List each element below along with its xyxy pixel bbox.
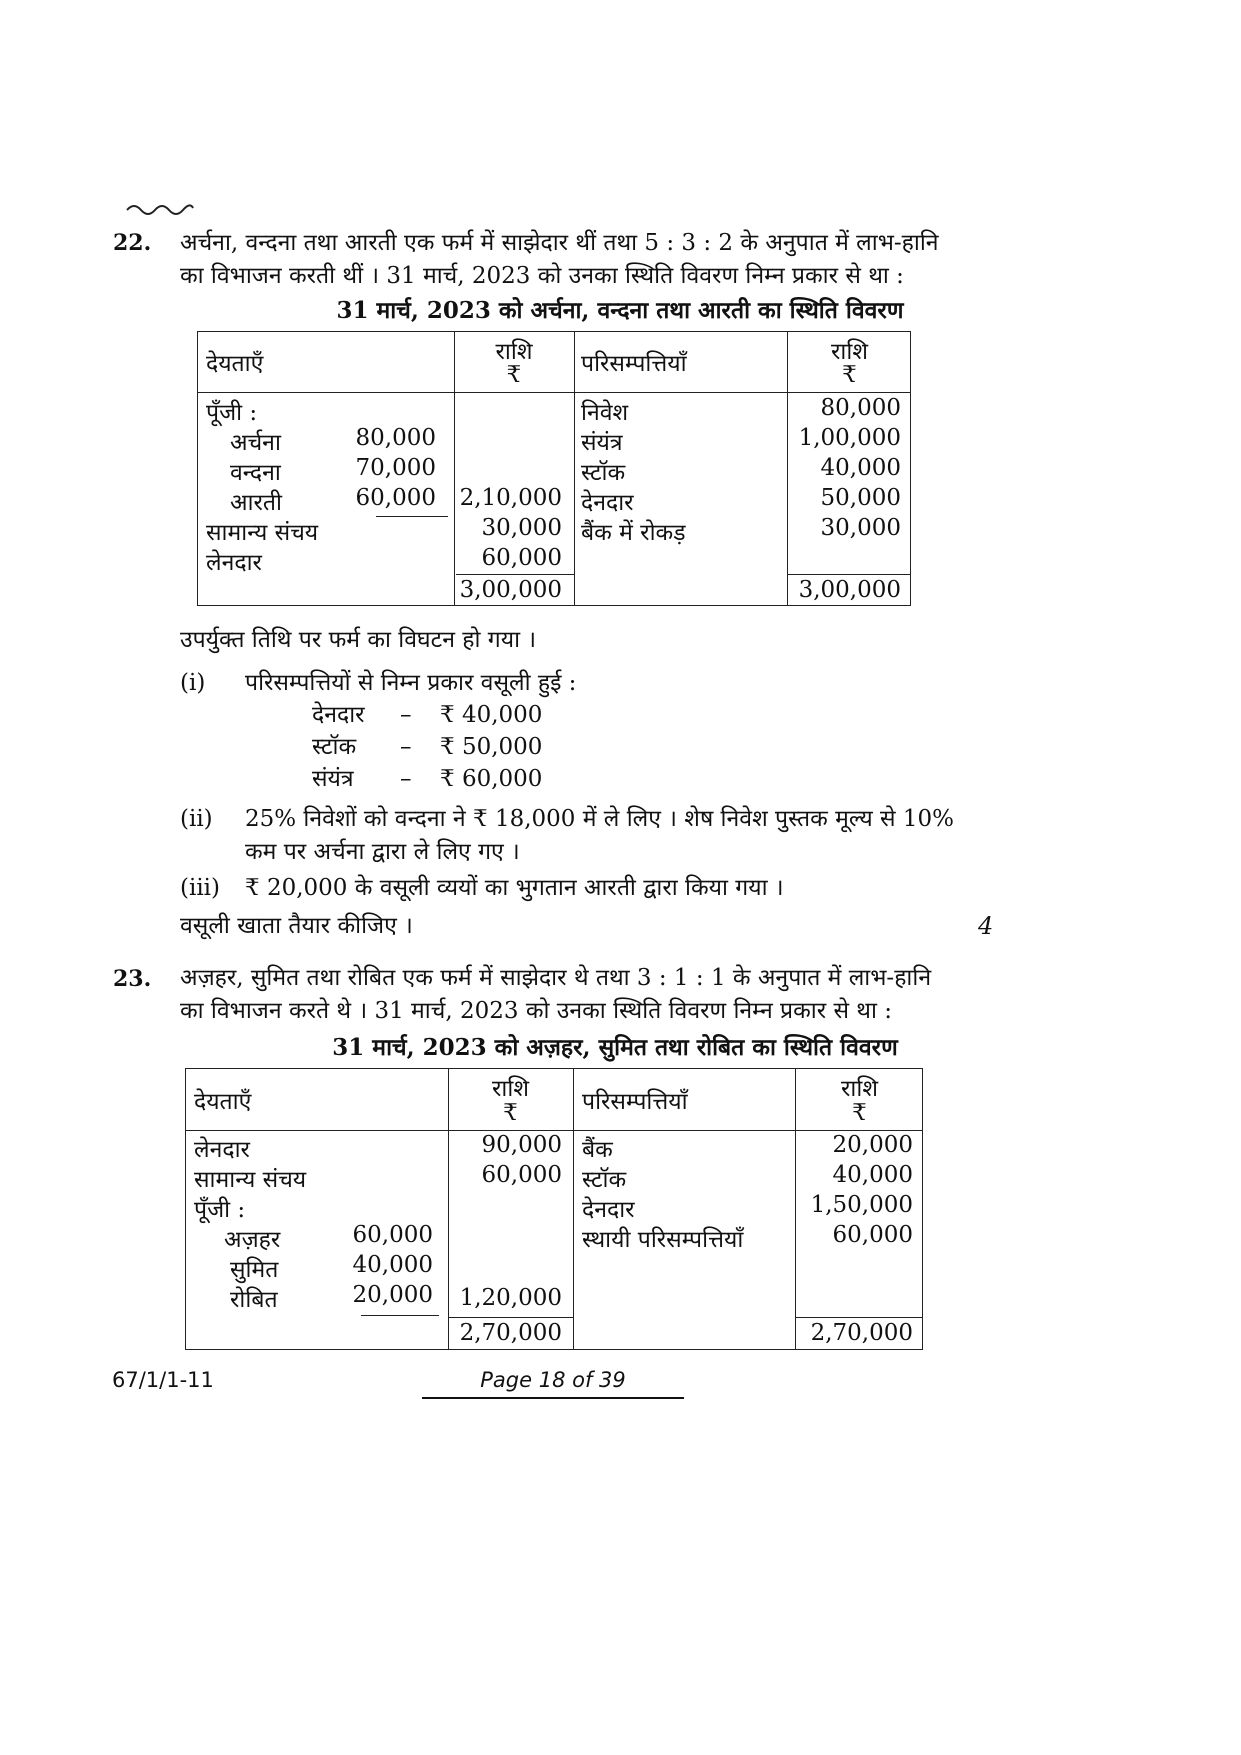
header-amount-liabilities: राशि [492,1076,529,1102]
general-reserve-amount: 60,000 [481,1162,562,1188]
general-reserve-label: सामान्य संचय [206,520,319,546]
partner-capital: 60,000 [355,485,436,511]
asset-amount: 40,000 [832,1162,913,1188]
header-currency-assets: ₹ [842,362,857,388]
realisation-dash: – [400,702,412,728]
partner-capital: 40,000 [352,1252,433,1278]
asset-name: संयंत्र [581,430,623,456]
partner-name: रोबित [230,1287,278,1313]
assets-total: 3,00,000 [798,577,901,603]
assets-total: 2,70,000 [810,1320,913,1346]
question-22-intro-line1: अर्चना, वन्दना तथा आरती एक फर्म में साझेदार थीं तथा 5 : 3 : 2 के अनुपात में लाभ-हानि [180,230,939,256]
asset-amount: 1,00,000 [798,425,901,451]
asset-amount: 1,50,000 [810,1192,913,1218]
item-ii-line1: 25% निवेशों को वन्दना ने ₹ 18,000 में ले लिए । शेष निवेश पुस्तक मूल्य से 10% [245,806,955,832]
question-22-table-title: 31 मार्च, 2023 को अर्चना, वन्दना तथा आरती का स्थिति विवरण [336,297,904,324]
footer-underline [422,1397,684,1399]
realisation-dash: – [400,734,412,760]
question-22-intro-line2: का विभाजन करती थीं । 31 मार्च, 2023 को उनका स्थिति विवरण निम्न प्रकार से था : [180,263,904,289]
capital-label: पूँजी : [194,1197,246,1223]
creditors-amount: 90,000 [481,1132,562,1158]
realisation-amount: ₹ 40,000 [440,702,543,728]
realisation-name: संयंत्र [312,766,354,792]
asset-amount: 40,000 [820,455,901,481]
creditors-label: लेनदार [194,1137,250,1163]
asset-name: देनदार [581,490,634,516]
instruction-text: वसूली खाता तैयार कीजिए । [180,913,413,939]
general-reserve-label: सामान्य संचय [194,1167,307,1193]
partner-name: वन्दना [230,460,281,486]
partner-capital: 70,000 [355,455,436,481]
header-currency-liabilities: ₹ [506,362,522,388]
header-currency-liabilities: ₹ [503,1100,518,1126]
asset-amount: 80,000 [820,395,901,421]
asset-amount: 50,000 [820,485,901,511]
partner-name: सुमित [230,1257,279,1283]
header-amount-assets: राशि [831,339,868,365]
partner-name: अज़हर [224,1227,281,1253]
capital-label: पूँजी : [206,400,258,426]
question-23-intro-line1: अज़हर, सुमित तथा रोबित एक फर्म में साझेदार थे तथा 3 : 1 : 1 के अनुपात में लाभ-हानि [180,965,932,991]
header-amount-liabilities: राशि [495,339,533,365]
partner-capital: 60,000 [352,1222,433,1248]
asset-name: स्टॉक [582,1167,627,1193]
partner-capital: 80,000 [355,425,436,451]
question-22-number: 22. [113,230,152,256]
header-assets: परिसम्पत्तियाँ [582,1089,688,1115]
page-number: Page 18 of 39 [480,1368,626,1392]
capital-total: 1,20,000 [459,1285,562,1311]
item-iii-label: (iii) [180,875,221,901]
item-i-text: परिसम्पत्तियों से निम्न प्रकार वसूली हुई : [245,670,577,696]
asset-name: निवेश [581,400,629,426]
item-i-label: (i) [180,670,206,696]
decorative-wave-icon [125,200,195,216]
question-23-number: 23. [113,966,152,992]
header-liabilities: देयताएँ [194,1089,252,1115]
header-currency-assets: ₹ [852,1100,867,1126]
partner-name: अर्चना [230,430,281,456]
balance-sheet-q22 [197,331,911,606]
asset-amount: 20,000 [832,1132,913,1158]
creditors-amount: 60,000 [481,545,562,571]
realisation-amount: ₹ 50,000 [440,734,543,760]
asset-name: स्टॉक [581,460,626,486]
question-22-marks: 4 [978,912,994,940]
liabilities-total: 3,00,000 [459,577,562,603]
liabilities-total: 2,70,000 [459,1320,562,1346]
dissolution-text: उपर्युक्त तिथि पर फर्म का विघटन हो गया । [180,627,537,653]
realisation-name: देनदार [312,702,365,728]
item-ii-label: (ii) [180,806,213,832]
header-assets: परिसम्पत्तियाँ [581,351,687,377]
balance-sheet-q23 [185,1068,923,1350]
creditors-label: लेनदार [206,550,262,576]
asset-amount: 60,000 [832,1222,913,1248]
realisation-amount: ₹ 60,000 [440,766,543,792]
partner-name: आरती [230,490,282,516]
asset-name: बैंक [582,1137,613,1163]
header-amount-assets: राशि [841,1076,878,1102]
header-liabilities: देयताएँ [206,351,264,377]
item-ii-line2: कम पर अर्चना द्वारा ले लिए गए । [245,839,520,865]
item-iii-text: ₹ 20,000 के वसूली व्ययों का भुगतान आरती द्वारा किया गया । [245,875,784,901]
general-reserve-amount: 30,000 [481,515,562,541]
asset-name: स्थायी परिसम्पत्तियाँ [582,1227,744,1253]
asset-name: देनदार [582,1197,635,1223]
capital-total: 2,10,000 [459,485,562,511]
paper-code: 67/1/1-11 [112,1368,214,1392]
realisation-name: स्टॉक [312,734,357,760]
asset-name: बैंक में रोकड़ [581,520,686,546]
question-23-table-title: 31 मार्च, 2023 को अज़हर, सुमित तथा रोबित का स्थिति विवरण [332,1034,898,1061]
realisation-dash: – [400,766,412,792]
question-23-intro-line2: का विभाजन करते थे । 31 मार्च, 2023 को उनका स्थिति विवरण निम्न प्रकार से था : [180,998,893,1024]
partner-capital: 20,000 [352,1282,433,1308]
asset-amount: 30,000 [820,515,901,541]
